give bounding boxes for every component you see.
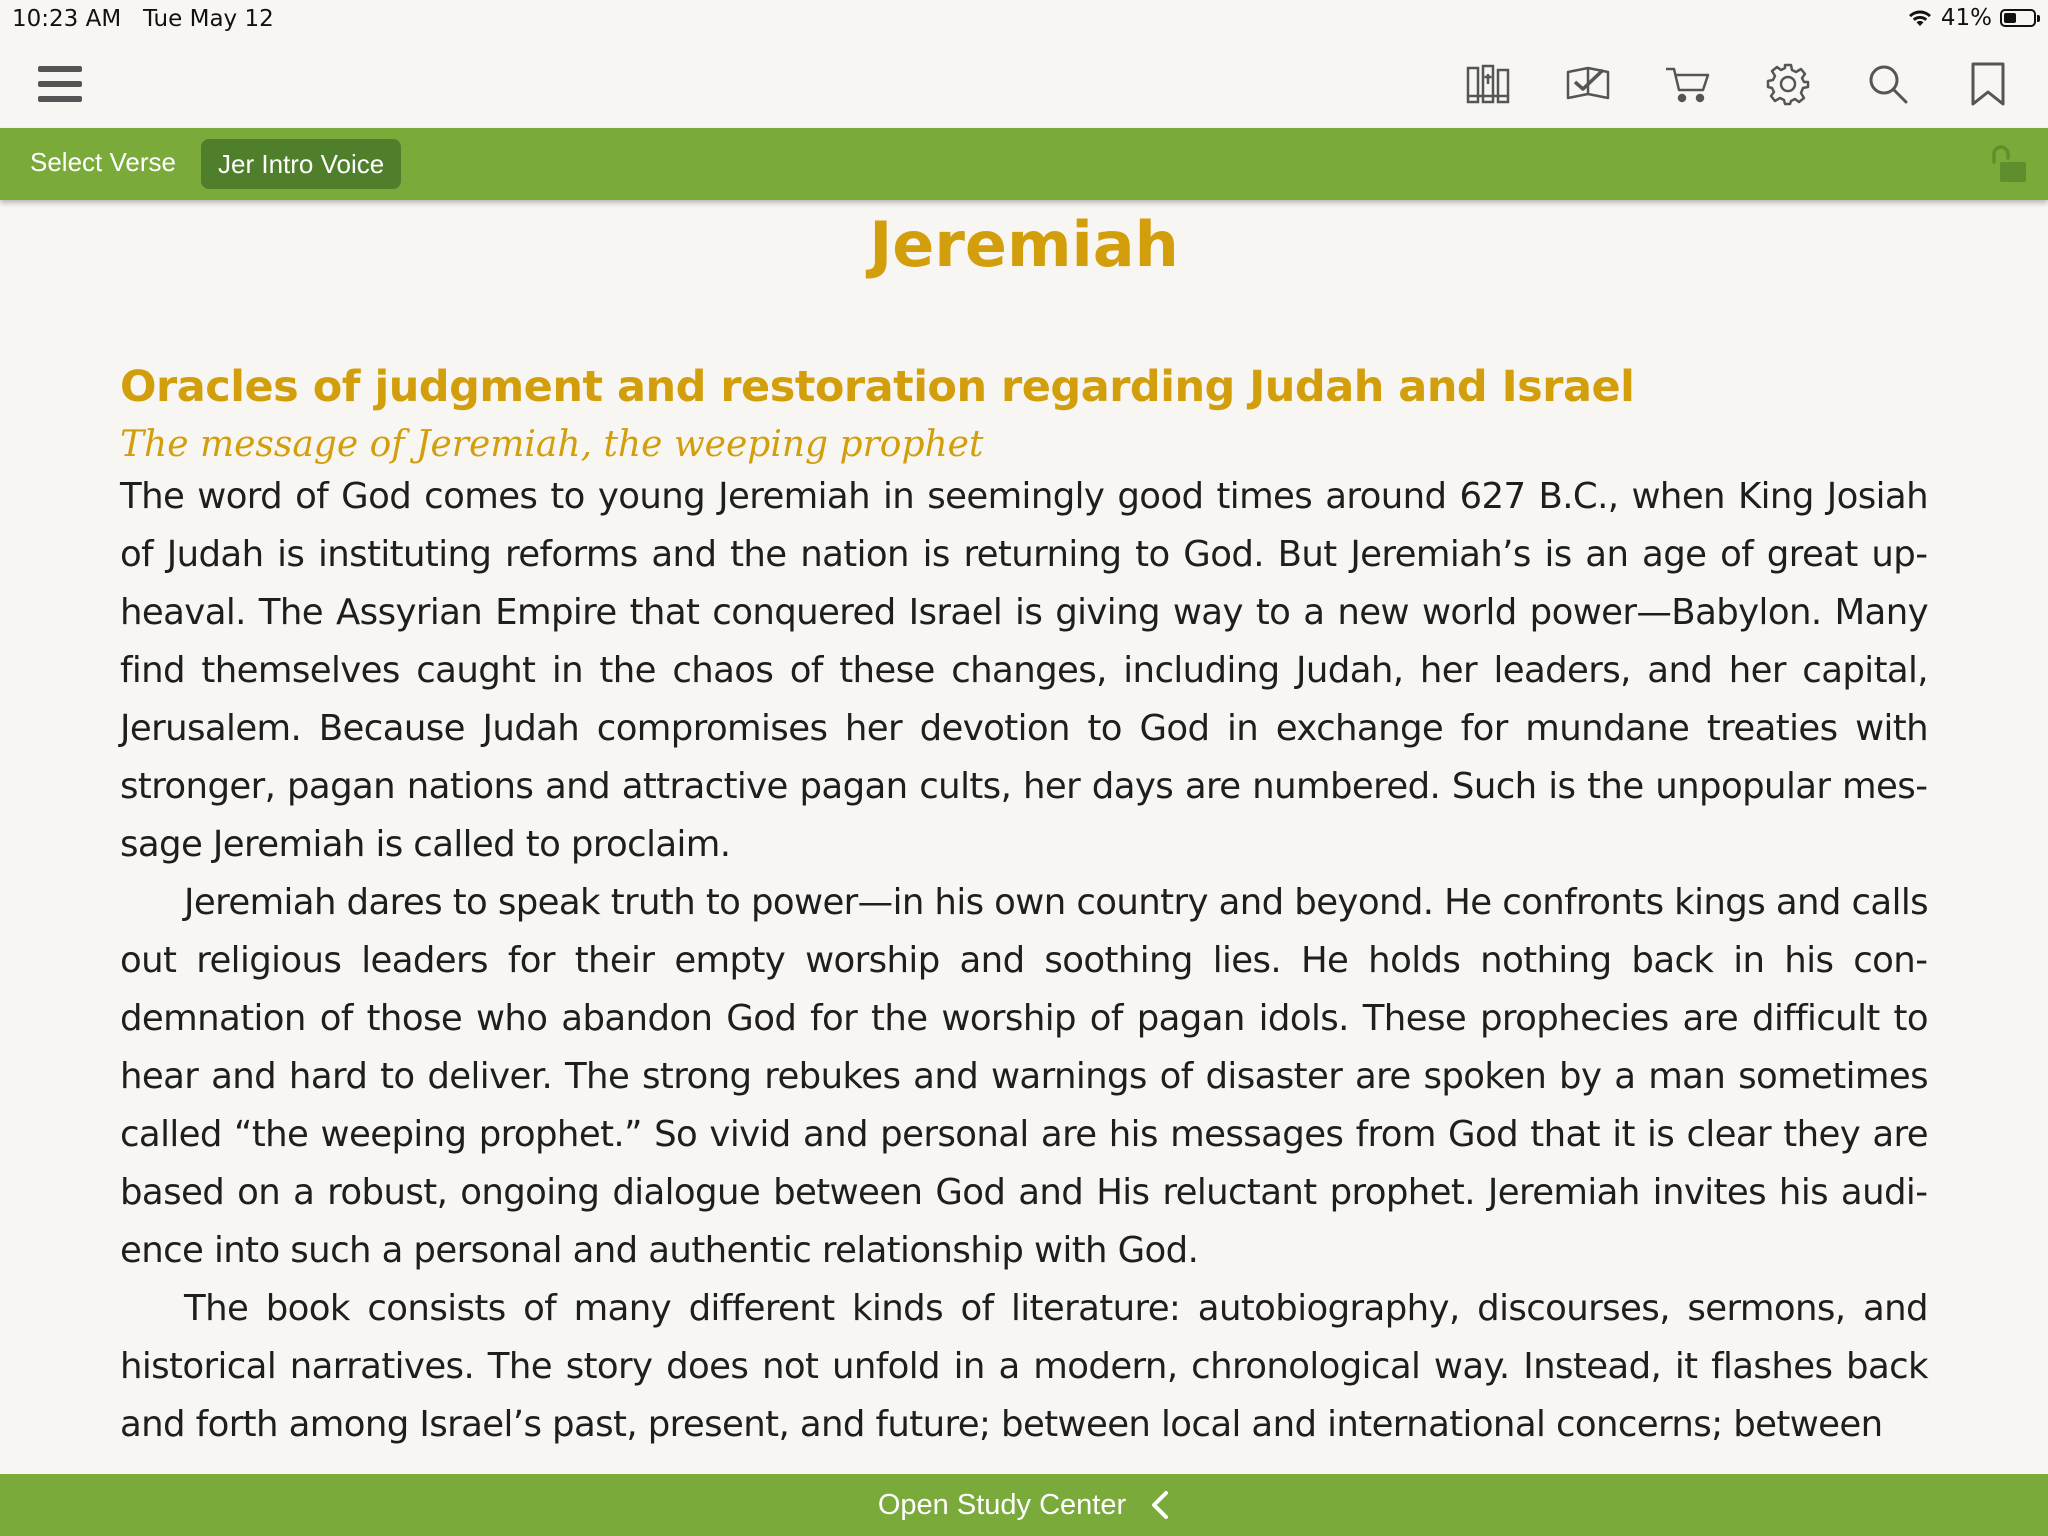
top-toolbar [0, 40, 2048, 128]
verse-action-bar [0, 128, 2048, 200]
select-verse-button[interactable]: Select Verse [30, 147, 176, 177]
battery-icon [2000, 9, 2036, 27]
menu-icon[interactable] [32, 56, 88, 112]
section-subheading: The message of Jeremiah, the weeping prophet [120, 424, 984, 465]
status-indicators [1907, 5, 2036, 31]
intro-paragraph: The word of God comes to young Jeremiah in seemingly good times around 627 B.C., when King Josiah of Judah is instituting reforms and the nation is returning to God. But Jeremiah’s is an age of great upheaval. The Assyrian Empire that conquered Israel is giving way to a new world power—Babylon. Many find themselves caught in the chaos of these changes, including Judah, her leaders, and her capital, Jerusalem. Because Judah compromises her devotion to God in exchange for mundane treaties with stronger, pagan nations and attractive pagan cults, her days are numbered. Such is the unpopular message Jeremiah is called to proclaim. [120, 476, 1928, 865]
library-icon[interactable] [1460, 56, 1516, 112]
settings-icon[interactable] [1760, 56, 1816, 112]
reader-content [120, 200, 1928, 1454]
search-icon[interactable] [1860, 56, 1916, 112]
open-study-center-bar[interactable] [0, 1474, 2048, 1536]
unlock-icon[interactable] [1986, 144, 2028, 184]
bookmark-icon[interactable] [1960, 56, 2016, 112]
intro-paragraph: Jeremiah dares to speak truth to power—in his own country and beyond. He confronts kings and calls out religious leaders for their empty worship and soothing lies. He holds nothing back in his condemnation of those who abandon God for the worship of pagan idols. These prophecies are difficult to hear and hard to deliver. The strong rebukes and warnings of disaster are spoken by a man sometimes called “the weeping prophet.” So vivid and personal are his messages from God that it is clear they are based on a robust, ongoing dialogue between God and His reluctant prophet. Jeremiah invites his audience into such a personal and authentic relationship with God. [120, 882, 1928, 1271]
battery-percent: 41% [1940, 5, 1992, 31]
section-heading: Oracles of judgment and restoration regarding Judah and Israel [120, 362, 1635, 412]
book-title: Jeremiah [869, 208, 1179, 281]
open-study-center-label: Open Study Center [877, 1488, 1127, 1521]
wifi-icon [1907, 8, 1933, 28]
status-bar [0, 0, 2048, 40]
cart-icon[interactable] [1660, 56, 1716, 112]
intro-paragraph: The book consists of many different kinds of literature: autobiography, discourses, sermons, and historical narratives. The story does not unfold in a modern, chronological way. Instead, it flashes back and forth among Israel’s past, present, and future; between local and international concerns; between [120, 1288, 1928, 1445]
status-time: 10:23 AM [12, 6, 122, 32]
intro-voice-chip[interactable]: Jer Intro Voice [201, 139, 401, 189]
chevron-left-icon [1150, 1490, 1170, 1520]
status-date: Tue May 12 [143, 6, 274, 32]
reading-plan-icon[interactable] [1560, 56, 1616, 112]
